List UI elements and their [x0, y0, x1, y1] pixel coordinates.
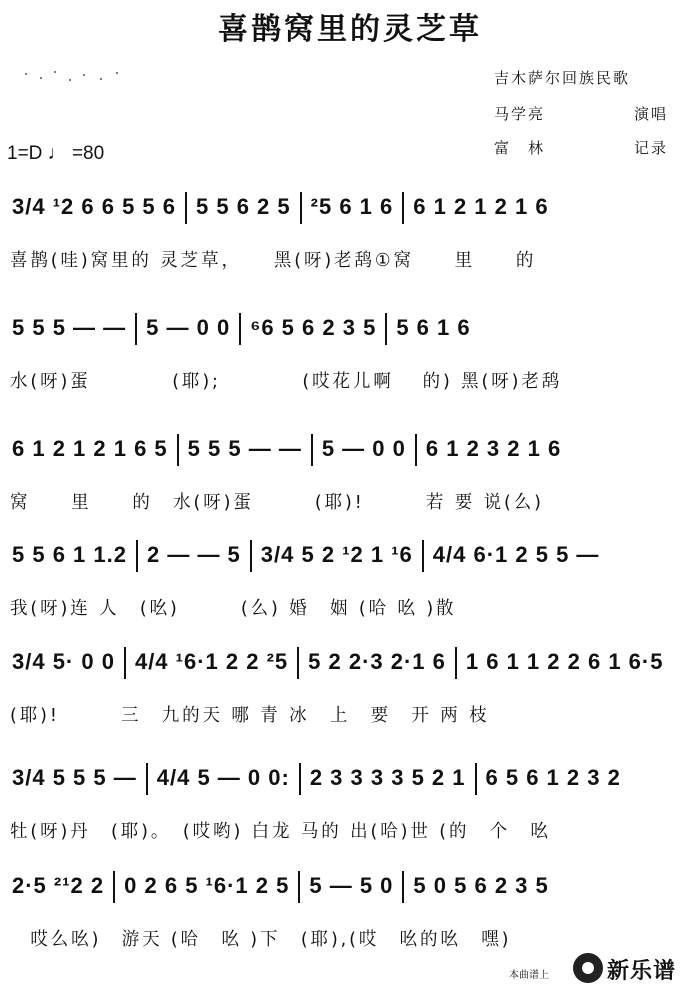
key-and-tempo: 1=D ♩ =80 [7, 143, 105, 164]
lyric-line: (耶)! 三 九的天 哪 青 冰 上 要 开 两 枝 [10, 705, 490, 726]
bar-line [311, 434, 313, 466]
record-disc-icon [573, 953, 603, 983]
attribution-singer-role: 演唱 [634, 105, 669, 123]
measure: 5 5 5 — — [187, 435, 302, 461]
bar-line [297, 647, 299, 679]
measure: 4/4 ¹6·1 2 2 ²5 [134, 648, 289, 674]
measure: 4/4 6·1 2 5 5 — [432, 541, 600, 567]
measure: 5 — 0 0 [146, 314, 231, 340]
bar-line [422, 540, 424, 572]
measure: ⁶6 5 6 2 3 5 [250, 314, 377, 340]
measure: 0 2 6 5 ¹6·1 2 5 [124, 872, 290, 898]
measure: 3/4 ¹2 6 6 5 5 6 [12, 193, 176, 219]
measure: 1 6 1 1 2 2 6 1 6·5 [465, 648, 664, 674]
lyric-line: 哎么吆) 游天 (哈 吆 )下 (耶),(哎 吆的吆 嘿) [10, 929, 512, 950]
song-title: 喜鹊窝里的灵芝草 [218, 12, 482, 47]
bar-line [239, 313, 241, 345]
attribution-singer: 马学亮 [494, 105, 546, 123]
bar-line [402, 871, 404, 903]
bar-line [135, 313, 137, 345]
measure: 6 1 2 1 2 1 6 5 [12, 435, 168, 461]
notation-line [10, 540, 601, 584]
attribution-recorder: 富 林 [494, 139, 546, 157]
measure: 3/4 5· 0 0 [12, 648, 115, 674]
attribution-origin: 吉木萨尔回族民歌 [494, 69, 631, 87]
lyric-line: 我(呀)连 人 (吆) (么) 婚 姻 (哈 吆 )散 [10, 598, 457, 619]
measure: 5 2 2·3 2·1 6 [308, 648, 446, 674]
bar-line [298, 871, 300, 903]
bar-line [146, 763, 148, 795]
notation-line [10, 763, 623, 807]
attribution-recorder-role: 记录 [634, 139, 669, 157]
measure: 5 — 0 0 [321, 435, 406, 461]
measure: 4/4 5 — 0 0: [156, 764, 290, 790]
measure: 6 5 6 1 2 3 2 [485, 764, 621, 790]
bar-line [402, 192, 404, 224]
notation-line [10, 871, 551, 915]
bar-line [250, 540, 252, 572]
scan-noise-dots [22, 66, 132, 86]
lyric-line: 水(呀)蛋 (耶); (哎花儿啊 的) 黑(呀)老鸹 [10, 371, 563, 392]
bar-line [300, 192, 302, 224]
measure: 5 0 5 6 2 3 5 [413, 872, 549, 898]
measure: 5 — 5 0 [309, 872, 394, 898]
lyric-line: 牡(呀)丹 (耶)。 (哎哟) 白龙 马的 出(哈)世 (的 个 吆 [10, 821, 551, 842]
lyric-line: 喜鹊(哇)窝里的 灵芝草， 黑(呀)老鸹①窝 里 的 [10, 250, 537, 271]
measure: 5 6 1 6 [396, 314, 471, 340]
measure: 5 5 5 — — [12, 314, 127, 340]
brand-logo-text: 新乐谱 [607, 959, 677, 984]
bar-line [113, 871, 115, 903]
notation-line [10, 434, 563, 478]
bar-line [299, 763, 301, 795]
bar-line [455, 647, 457, 679]
measure: ²5 6 1 6 [310, 193, 394, 219]
footer-credit: 本曲谱上 [509, 970, 549, 981]
bar-line [185, 192, 187, 224]
notation-line [10, 313, 473, 357]
bar-line [177, 434, 179, 466]
notation-line [10, 647, 665, 691]
measure: 3/4 5 5 5 — [12, 764, 137, 790]
bar-line [415, 434, 417, 466]
measure: 6 1 2 3 2 1 6 [425, 435, 562, 461]
bar-line [475, 763, 477, 795]
measure: 5 5 6 2 5 [196, 193, 291, 219]
measure: 3/4 5 2 ¹2 1 ¹6 [260, 541, 413, 567]
measure: 2·5 ²¹2 2 [12, 872, 105, 898]
bar-line [385, 313, 387, 345]
measure: 5 5 6 1 1.2 [12, 541, 127, 567]
measure: 2 3 3 3 3 5 2 1 [309, 764, 466, 790]
measure: 6 1 2 1 2 1 6 [413, 193, 549, 219]
lyric-line: 窝 里 的 水(呀)蛋 (耶)! 若 要 说(么) [10, 492, 544, 513]
bar-line [136, 540, 138, 572]
notation-line [10, 192, 551, 236]
bar-line [124, 647, 126, 679]
measure: 2 — — 5 [146, 541, 241, 567]
